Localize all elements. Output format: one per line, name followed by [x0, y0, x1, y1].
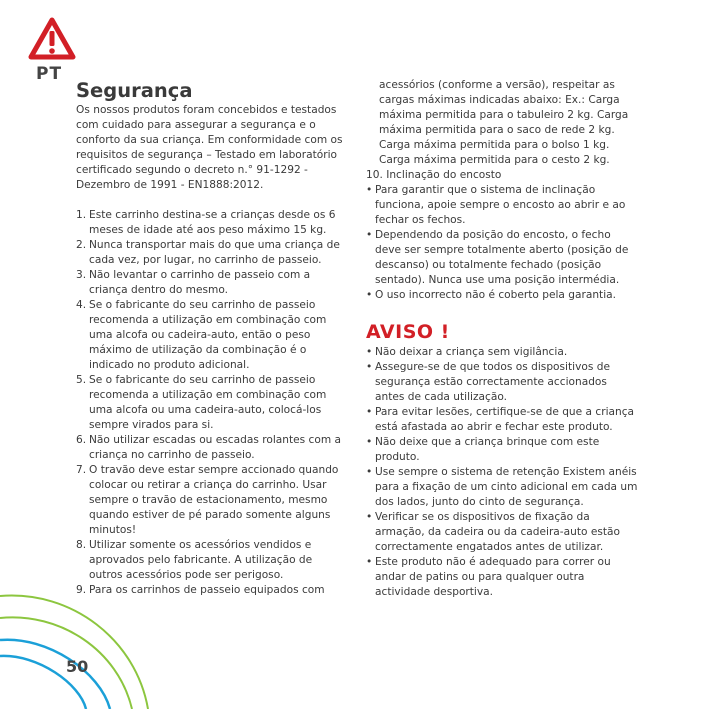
list-item: 7. O travão deve estar sempre accionado quando colocar ou retirar a criança do carrinho. Usar sempre o travão de estacionamento, mesmo quando estiver de pé parado somente alguns minutos!: [76, 464, 339, 536]
list-item: 8. Utilizar somente os acessórios vendidos e aprovados pelo fabricante. A utilização de outros acessórios pode ser perigoso.: [76, 539, 313, 581]
bullet-item: • O uso incorrecto não é coberto pela garantia.: [366, 288, 638, 303]
bullet-item: • Use sempre o sistema de retenção Existem anéis para a fixação de um cinto adicional em cada um dos lados, junto do cinto de segurança.: [366, 465, 638, 510]
bullet-item: • Não deixar a criança sem vigilância.: [366, 345, 638, 360]
list-item-continuation: acessórios (conforme a versão), respeitar as cargas máximas indicadas abaixo: Ex.: Carga máxima permitida para o tabuleiro 2 kg. Carga máxima permitida para o saco de rede 2 kg. Carga máxima permitida para o bolso 1 kg. Carga máxima permitida para o cesto 2 kg.: [379, 79, 629, 166]
left-column: [76, 80, 344, 598]
language-tag: PT: [36, 64, 63, 84]
bullet-item: • Para evitar lesões, certifique-se de que a criança está afastada ao abrir e fechar este produto.: [366, 405, 638, 435]
list-item: 6. Não utilizar escadas ou escadas rolantes com a criança no carrinho de passeio.: [76, 434, 342, 461]
bullet-item: • Para garantir que o sistema de inclinação funciona, apoie sempre o encosto ao abrir e ao fechar os fechos.: [366, 183, 638, 228]
intro-paragraph: Os nossos produtos foram concebidos e testados com cuidado para assegurar a segurança e o conforto da sua criança. Em conformidade com os requisitos de segurança – Testado em laboratório certificado segundo o decreto n.° 91-1292 - Dezembro de 1991 - EN1888:2012.: [76, 104, 343, 191]
bullet-item: • Dependendo da posição do encosto, o fecho deve ser sempre totalmente aberto (posição de descanso) ou totalmente fechado (posição sentado). Nunca use uma posição intermédia.: [366, 228, 638, 288]
bullet-item: • Assegure-se de que todos os dispositivos de segurança estão correctamente accionados antes de cada utilização.: [366, 360, 638, 405]
warning-bullets: [366, 345, 638, 600]
list-item: 1. Este carrinho destina-se a crianças desde os 6 meses de idade até aos peso máximo 15 kg.: [76, 209, 336, 236]
bullet-item: • Não deixe que a criança brinque com este produto.: [366, 435, 638, 465]
recline-bullets: [366, 183, 638, 303]
list-item: 2. Nunca transportar mais do que uma criança de cada vez, por lugar, no carrinho de passeio.: [76, 239, 340, 266]
list-item: 4. Se o fabricante do seu carrinho de passeio recomenda a utilização em combinação com uma alcofa ou cadeira-auto, então o peso máximo de utilização da combinação é o indicado no produto adicional.: [76, 299, 327, 371]
list-item: 3. Não levantar o carrinho de passeio com a criança dentro do mesmo.: [76, 269, 311, 296]
bullet-item: • Verificar se os dispositivos de fixação da armação, da cadeira ou da cadeira-auto estão correctamente engatados antes de utilizar.: [366, 510, 638, 555]
section-title: Segurança: [76, 79, 193, 102]
safety-list: [76, 208, 344, 598]
list-item: 5. Se o fabricante do seu carrinho de passeio recomenda a utilização em combinação com uma alcofa ou uma cadeira-auto, colocá-los sempre virados para si.: [76, 374, 327, 431]
right-column: [366, 78, 638, 600]
warning-title: AVISO !: [366, 321, 450, 343]
page-number: 50: [66, 657, 89, 676]
list-item: 9. Para os carrinhos de passeio equipados com: [76, 584, 325, 596]
list-item-10: 10. Inclinação do encosto: [366, 169, 502, 181]
warning-triangle-icon: [28, 17, 76, 61]
bullet-item: • Este produto não é adequado para correr ou andar de patins ou para qualquer outra actividade desportiva.: [366, 555, 638, 600]
